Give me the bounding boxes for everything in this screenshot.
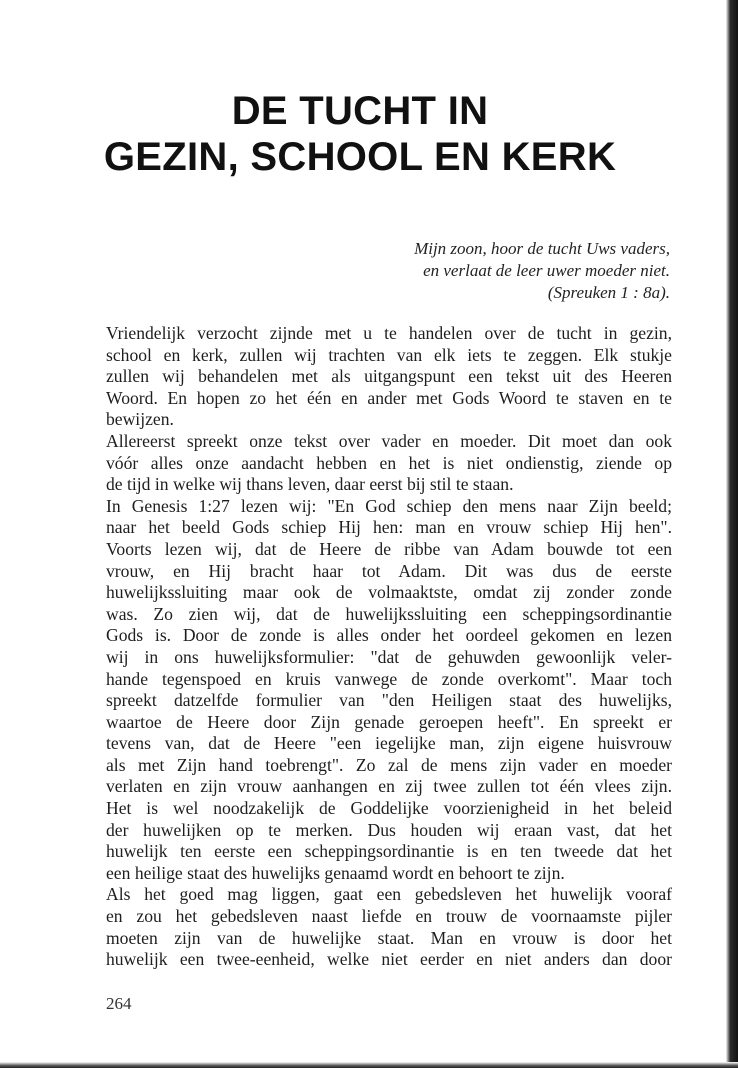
body-line: zullen wij behandelen met als uitgangspunt een tekst uit des Heeren: [106, 366, 672, 387]
body-line: waartoe de Heere door Zijn genade geroepen heeft". En spreekt er: [106, 711, 672, 732]
body-text: [106, 323, 672, 971]
epigraph: [330, 238, 670, 304]
chapter-title-line-1: DE TUCHT IN: [231, 89, 489, 133]
body-line: Voorts lezen wij, dat de Heere de ribbe van Adam bouwde tot een: [106, 538, 672, 559]
body-line: huwelijk een twee-eenheid, welke niet eerder en niet anders dan door: [106, 949, 672, 970]
chapter-title-line-2: GEZIN, SCHOOL EN KERK: [103, 135, 617, 179]
epigraph-line-1: Mijn zoon, hoor de tucht Uws vaders,: [414, 239, 670, 258]
body-line: huwelijk ten eerste een scheppingsordinantie is en ten tweede dat het: [106, 841, 672, 862]
epigraph-citation: (Spreuken 1 : 8a).: [547, 283, 670, 302]
body-line: de tijd in welke wij thans leven, daar eerst bij stil te staan.: [106, 474, 514, 495]
chapter-title: [60, 88, 660, 180]
body-line: vóór alles onze aandacht hebben en het is niet ondienstig, ziende op: [106, 452, 672, 473]
body-line: huwelijkssluiting maar ook de volmaaktste, omdat zij zonder zonde: [106, 582, 672, 603]
body-line: vrouw, en Hij bracht haar tot Adam. Dit was dus de eerste: [106, 560, 672, 581]
body-line: hande tegenspoed en kruis vanwege de zonde overkomt". Maar toch: [106, 668, 672, 689]
body-line: naar het beeld Gods schiep Hij hen: man en vrouw schiep Hij hen".: [106, 517, 672, 538]
body-line: Allereerst spreekt onze tekst over vader en moeder. Dit moet dan ook: [106, 430, 672, 451]
body-line: bewijzen.: [106, 409, 174, 430]
body-line: was. Zo zien wij, dat de huwelijkssluiting een scheppingsordinantie: [106, 603, 672, 624]
body-line: Het is wel noodzakelijk de Goddelijke voorzienigheid in het beleid: [106, 798, 672, 819]
scan-edge-right: [726, 0, 738, 1068]
epigraph-line-2: en verlaat de leer uwer moeder niet.: [423, 261, 670, 280]
body-line: Gods is. Door de zonde is alles onder het oordeel gekomen en lezen: [106, 625, 672, 646]
body-line: Woord. En hopen zo het één en ander met Gods Woord te staven en te: [106, 387, 672, 408]
body-line: In Genesis 1:27 lezen wij: "En God schiep den mens naar Zijn beeld;: [106, 495, 672, 516]
body-line: en zou het gebedsleven naast liefde en trouw de voornaamste pijler: [106, 906, 672, 927]
body-line: moeten zijn van de huwelijke staat. Man en vrouw is door het: [106, 927, 672, 948]
body-line: wij in ons huwelijksformulier: "dat de gehuwden gewoonlijk veler-: [106, 646, 672, 667]
scan-edge-bottom: [0, 1062, 738, 1068]
page-number: 264: [106, 994, 132, 1013]
body-line: school en kerk, zullen wij trachten van elk iets te zeggen. Elk stukje: [106, 344, 672, 365]
body-line: een heilige staat des huwelijks genaamd wordt en behoort te zijn.: [106, 862, 565, 883]
body-line: spreekt datzelfde formulier van "den Heiligen staat des huwelijks,: [106, 690, 672, 711]
body-line: tevens van, dat de Heere "een iegelijke man, zijn eigene huisvrouw: [106, 733, 672, 754]
body-line: als met Zijn hand toebrengt". Zo zal de mens zijn vader en moeder: [106, 754, 672, 775]
body-line: Als het goed mag liggen, gaat een gebedsleven het huwelijk vooraf: [106, 884, 672, 905]
body-line: Vriendelijk verzocht zijnde met u te handelen over de tucht in gezin,: [106, 323, 672, 343]
body-line: verlaten en zijn vrouw aanhangen en zij twee zullen tot één vlees zijn.: [106, 776, 672, 797]
body-line: der huwelijken op te merken. Dus houden wij eraan vast, dat het: [106, 819, 672, 840]
